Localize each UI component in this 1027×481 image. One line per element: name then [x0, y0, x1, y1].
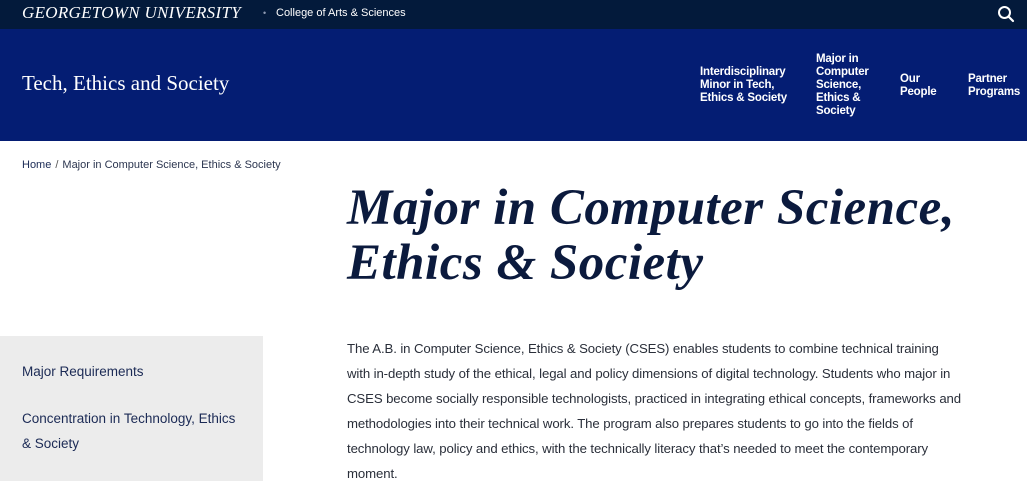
breadcrumb	[22, 159, 281, 171]
site-header	[0, 29, 1027, 141]
university-logo[interactable]: GEORGETOWN UNIVERSITY	[22, 3, 241, 22]
sidebar-item-concentration[interactable]: Concentration in Technology, Ethics & Society	[22, 411, 236, 451]
breadcrumb-current: Major in Computer Science, Ethics & Society	[62, 159, 281, 171]
college-link[interactable]: College of Arts & Sciences	[276, 7, 406, 19]
search-icon[interactable]	[997, 5, 1015, 23]
sidebar-item-major-requirements[interactable]: Major Requirements	[22, 364, 144, 379]
nav-item-major[interactable]: Major in Computer Science, Ethics & Society	[816, 53, 869, 117]
utility-bar	[0, 0, 1027, 29]
nav-item-minor[interactable]: Interdisciplinary Minor in Tech, Ethics & Society	[700, 66, 787, 104]
breadcrumb-separator: /	[55, 159, 59, 171]
nav-item-partner-programs[interactable]: Partner Programs	[968, 73, 1021, 98]
nav-item-our-people[interactable]: Our People	[900, 73, 937, 98]
intro-paragraph: The A.B. in Computer Science, Ethics & Society (CSES) enables students to combine technical training with in-depth study of the ethical, legal and policy dimensions of digital technology. Students who major in CSES become socially responsible technologists, practiced in integrating ethical concepts, frameworks and methodologies into their technical work. The program also prepares students to go into the fields of technology law, policy and ethics, with the technically literacy that’s needed to meet the contemporary moment.	[347, 341, 962, 481]
topbar-separator: •	[263, 8, 267, 18]
page-title: Major in Computer Science, Ethics & Society	[347, 180, 956, 291]
breadcrumb-home-link[interactable]: Home	[22, 159, 52, 171]
site-title[interactable]: Tech, Ethics and Society	[22, 71, 230, 95]
